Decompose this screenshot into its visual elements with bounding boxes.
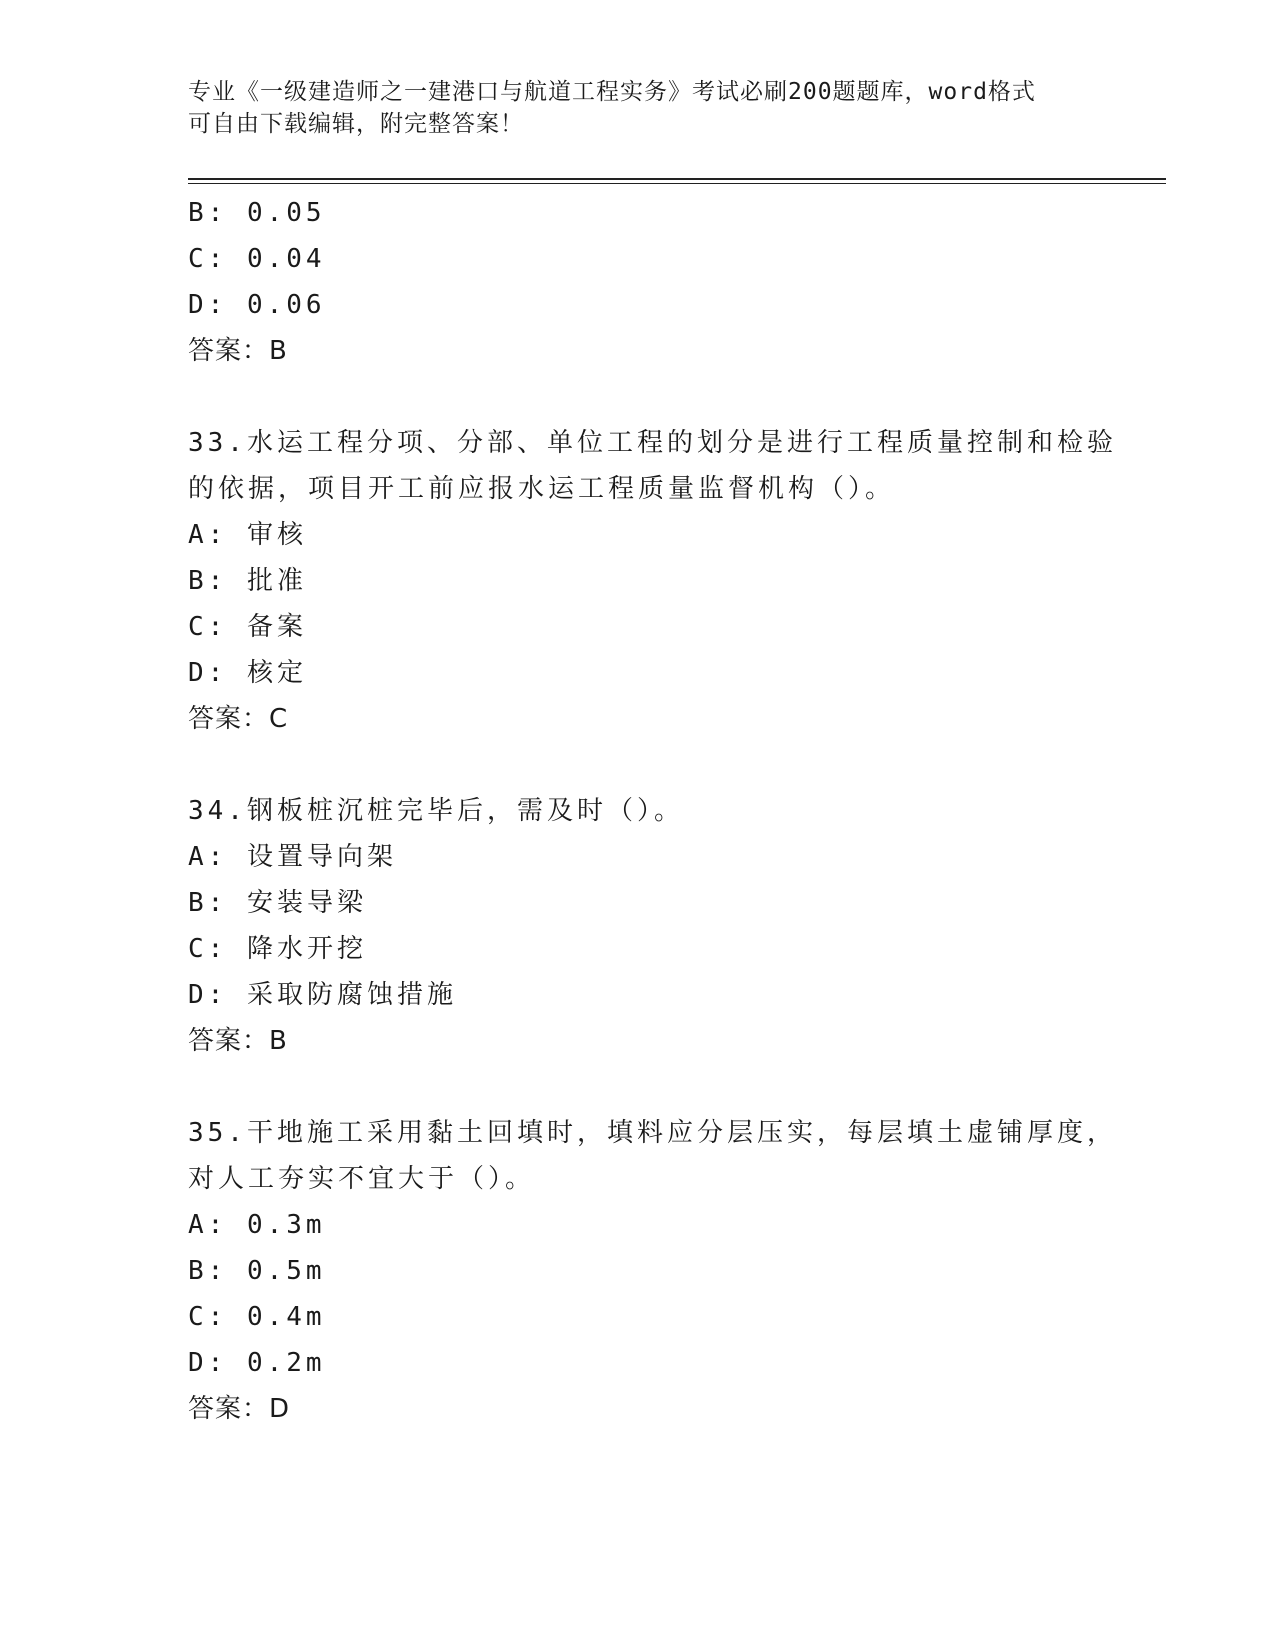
header-divider-thick (188, 178, 1166, 180)
answer-line: 答案：B (188, 1026, 288, 1056)
question-stem: 33.水运工程分项、分部、单位工程的划分是进行工程质量控制和检验 (188, 428, 1117, 458)
option-a: A: 设置导向架 (188, 842, 397, 872)
option-a: A: 审核 (188, 520, 307, 550)
option-c: C: 0.4m (188, 1302, 326, 1332)
question-stem-continued: 对人工夯实不宜大于（）。 (188, 1164, 536, 1194)
question-35 (188, 1110, 1117, 1432)
header-title-line-1: 专业《一级建造师之一建港口与航道工程实务》考试必刷200题题库，word格式 (188, 79, 1036, 105)
question-gap (188, 1064, 1088, 1110)
answer-line: 答案：B (188, 336, 288, 366)
question-32-tail (188, 190, 1088, 374)
answer-line: 答案：D (188, 1394, 291, 1424)
option-c: C: 备案 (188, 612, 307, 642)
option-b: B: 0.5m (188, 1256, 326, 1286)
option-b: B: 0.05 (188, 198, 326, 228)
document-header (188, 76, 1088, 140)
option-d: D: 采取防腐蚀措施 (188, 980, 457, 1010)
header-divider-thin (188, 183, 1166, 184)
question-stem-continued: 的依据，项目开工前应报水运工程质量监督机构（）。 (188, 474, 896, 504)
question-gap (188, 742, 1088, 788)
option-b: B: 批准 (188, 566, 307, 596)
header-title-line-2: 可自由下载编辑，附完整答案！ (188, 111, 524, 137)
option-d: D: 核定 (188, 658, 307, 688)
question-gap (188, 374, 1088, 420)
question-stem: 35.干地施工采用黏土回填时，填料应分层压实，每层填土虚铺厚度， (188, 1118, 1117, 1148)
option-c: C: 降水开挖 (188, 934, 367, 964)
option-d: D: 0.06 (188, 290, 326, 320)
option-c: C: 0.04 (188, 244, 326, 274)
question-stem: 34.钢板桩沉桩完毕后，需及时（）。 (188, 796, 684, 826)
answer-line: 答案：C (188, 704, 289, 734)
question-list (188, 190, 1117, 1432)
option-a: A: 0.3m (188, 1210, 326, 1240)
question-34 (188, 788, 1088, 1064)
option-b: B: 安装导梁 (188, 888, 367, 918)
question-33 (188, 420, 1117, 742)
option-d: D: 0.2m (188, 1348, 326, 1378)
